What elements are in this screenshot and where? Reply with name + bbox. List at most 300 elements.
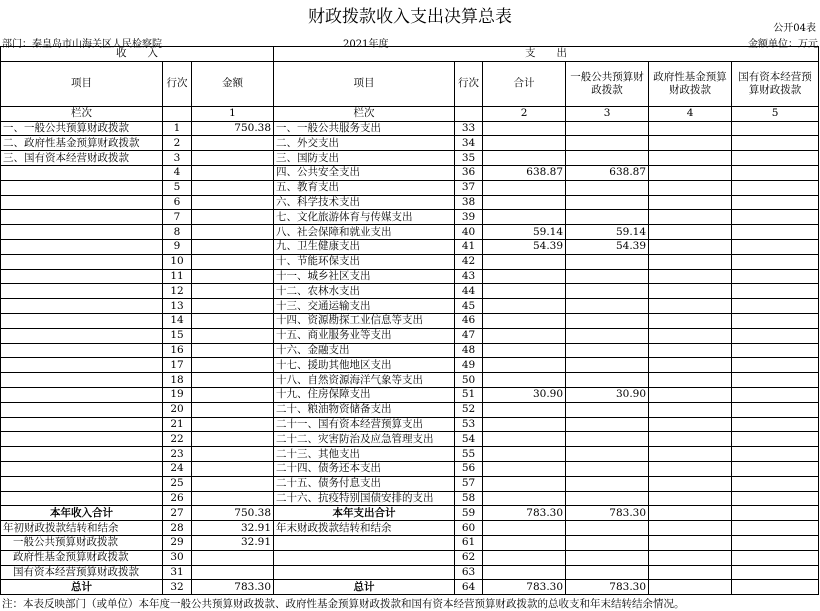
- gov-fund-amount: [649, 550, 732, 565]
- income-line-no: 7: [163, 210, 192, 225]
- income-item-header: 项目: [1, 61, 163, 106]
- income-line-no: 30: [163, 550, 192, 565]
- state-capital-amount: [732, 343, 819, 358]
- gov-fund-amount: [649, 121, 732, 136]
- expense-total: [483, 565, 566, 580]
- income-line-no: 5: [163, 180, 192, 195]
- income-item: [1, 447, 163, 462]
- income-item: [1, 328, 163, 343]
- expense-item-header: 项目: [274, 61, 455, 106]
- general-budget-amount: 30.90: [566, 387, 649, 402]
- state-capital-amount: [732, 506, 819, 521]
- table-row: [1, 432, 819, 447]
- expense-total: 783.30: [483, 580, 566, 595]
- expense-line-no: 39: [455, 210, 483, 225]
- table-row: [1, 343, 819, 358]
- expense-line-no: 35: [455, 151, 483, 166]
- income-item: [1, 476, 163, 491]
- income-line-no: 27: [163, 506, 192, 521]
- state-capital-amount: [732, 402, 819, 417]
- expense-total: [483, 491, 566, 506]
- income-line-no: 25: [163, 476, 192, 491]
- department-label: 部门：秦皇岛市山海关区人民检察院: [2, 39, 162, 50]
- income-amount: 750.38: [192, 121, 274, 136]
- income-item: [1, 402, 163, 417]
- expense-item: 三、国防支出: [274, 151, 455, 166]
- general-budget-amount: [566, 358, 649, 373]
- column-no-1: 1: [192, 106, 274, 121]
- expense-item: 十、节能环保支出: [274, 254, 455, 269]
- gov-fund-amount: [649, 165, 732, 180]
- gov-fund-amount: [649, 373, 732, 388]
- income-line-no: 17: [163, 358, 192, 373]
- gov-fund-amount: [649, 447, 732, 462]
- expense-item: 十九、住房保障支出: [274, 387, 455, 402]
- income-item: [1, 432, 163, 447]
- income-amount: 32.91: [192, 521, 274, 536]
- general-budget-amount: [566, 550, 649, 565]
- income-line-no: 23: [163, 447, 192, 462]
- general-budget-amount: [566, 402, 649, 417]
- income-line-no: 10: [163, 254, 192, 269]
- state-capital-amount: [732, 136, 819, 151]
- expense-line-no: 52: [455, 402, 483, 417]
- expense-total: [483, 210, 566, 225]
- expense-total: [483, 535, 566, 550]
- income-line-no: 31: [163, 565, 192, 580]
- column-no-2: 2: [483, 106, 566, 121]
- income-item: 二、政府性基金预算财政拨款: [1, 136, 163, 151]
- income-amount: [192, 136, 274, 151]
- income-line-header: 行次: [163, 61, 192, 106]
- state-capital-amount: [732, 284, 819, 299]
- expense-line-no: 49: [455, 358, 483, 373]
- gov-fund-header: 政府性基金预算财政拨款: [649, 61, 732, 106]
- gov-fund-amount: [649, 269, 732, 284]
- expense-line-header: 行次: [455, 61, 483, 106]
- general-budget-amount: [566, 491, 649, 506]
- income-line-no: 6: [163, 195, 192, 210]
- expense-line-no: 44: [455, 284, 483, 299]
- page-title: 财政拨款收入支出决算总表: [308, 7, 512, 27]
- expense-total: [483, 195, 566, 210]
- income-item: [1, 254, 163, 269]
- table-row: [1, 402, 819, 417]
- income-line-no: 16: [163, 343, 192, 358]
- general-budget-amount: [566, 269, 649, 284]
- state-capital-amount: [732, 432, 819, 447]
- income-amount: [192, 299, 274, 314]
- general-budget-amount: [566, 195, 649, 210]
- expense-line-no: 60: [455, 521, 483, 536]
- expense-total: [483, 402, 566, 417]
- income-item: [1, 461, 163, 476]
- expense-total: 59.14: [483, 225, 566, 240]
- income-line-no: 15: [163, 328, 192, 343]
- expense-total: [483, 121, 566, 136]
- income-amount: [192, 447, 274, 462]
- table-row: [1, 461, 819, 476]
- income-item: [1, 165, 163, 180]
- table-row: [1, 328, 819, 343]
- state-capital-amount: [732, 491, 819, 506]
- income-amount: [192, 180, 274, 195]
- general-budget-amount: [566, 180, 649, 195]
- general-budget-amount: [566, 343, 649, 358]
- income-amount: [192, 417, 274, 432]
- table-row: [1, 476, 819, 491]
- state-capital-amount: [732, 358, 819, 373]
- state-capital-amount: [732, 565, 819, 580]
- expense-total: 30.90: [483, 387, 566, 402]
- expense-total: 638.87: [483, 165, 566, 180]
- gov-fund-amount: [649, 565, 732, 580]
- general-budget-amount: [566, 565, 649, 580]
- expense-total: [483, 180, 566, 195]
- income-item: [1, 491, 163, 506]
- expense-item: [274, 565, 455, 580]
- state-capital-amount: [732, 535, 819, 550]
- state-capital-amount: [732, 521, 819, 536]
- gov-fund-amount: [649, 402, 732, 417]
- expense-line-no: 64: [455, 580, 483, 595]
- gov-fund-amount: [649, 313, 732, 328]
- income-header: 收 入: [1, 47, 274, 62]
- state-capital-amount: [732, 225, 819, 240]
- state-capital-amount: [732, 121, 819, 136]
- expense-item: 九、卫生健康支出: [274, 239, 455, 254]
- expense-line-no: 48: [455, 343, 483, 358]
- income-amount: [192, 195, 274, 210]
- state-capital-amount: [732, 387, 819, 402]
- table-row: [1, 417, 819, 432]
- expense-total: [483, 313, 566, 328]
- expense-total: [483, 284, 566, 299]
- expense-item: 本年支出合计: [274, 506, 455, 521]
- income-line-no: 29: [163, 535, 192, 550]
- income-item: [1, 373, 163, 388]
- gov-fund-amount: [649, 284, 732, 299]
- expense-item: 二十五、债务付息支出: [274, 476, 455, 491]
- expense-line-no: 45: [455, 299, 483, 314]
- state-capital-amount: [732, 195, 819, 210]
- expense-item: 六、科学技术支出: [274, 195, 455, 210]
- gov-fund-amount: [649, 461, 732, 476]
- expense-line-no: 63: [455, 565, 483, 580]
- table-row: [1, 225, 819, 240]
- general-budget-amount: [566, 476, 649, 491]
- general-budget-amount: [566, 151, 649, 166]
- expense-item: 十一、城乡社区支出: [274, 269, 455, 284]
- income-line-no: 3: [163, 151, 192, 166]
- income-amount-header: 金额: [192, 61, 274, 106]
- general-budget-amount: 638.87: [566, 165, 649, 180]
- expense-item: 七、文化旅游体育与传媒支出: [274, 210, 455, 225]
- table-row: [1, 269, 819, 284]
- expense-line-no: 59: [455, 506, 483, 521]
- expense-line-no: 58: [455, 491, 483, 506]
- expense-item: [274, 535, 455, 550]
- income-line-no: 14: [163, 313, 192, 328]
- expense-item: [274, 550, 455, 565]
- income-line-no: 11: [163, 269, 192, 284]
- general-budget-amount: [566, 121, 649, 136]
- table-row: [1, 165, 819, 180]
- income-amount: [192, 284, 274, 299]
- table-row: [1, 284, 819, 299]
- gov-fund-amount: [649, 580, 732, 595]
- column-no-3: 3: [566, 106, 649, 121]
- expense-item: 二十二、灾害防治及应急管理支出: [274, 432, 455, 447]
- expense-line-no: 56: [455, 461, 483, 476]
- expense-total: [483, 299, 566, 314]
- expense-line-no: 61: [455, 535, 483, 550]
- expense-item: 五、教育支出: [274, 180, 455, 195]
- state-capital-amount: [732, 254, 819, 269]
- income-item: 一、一般公共预算财政拨款: [1, 121, 163, 136]
- gov-fund-amount: [649, 343, 732, 358]
- table-row: [1, 550, 819, 565]
- income-item: [1, 195, 163, 210]
- gov-fund-amount: [649, 180, 732, 195]
- gov-fund-amount: [649, 432, 732, 447]
- general-budget-amount: 783.30: [566, 506, 649, 521]
- expense-line-no: 40: [455, 225, 483, 240]
- expense-total: [483, 269, 566, 284]
- gov-fund-amount: [649, 358, 732, 373]
- general-budget-amount: [566, 313, 649, 328]
- general-budget-amount: [566, 284, 649, 299]
- income-line-no: 13: [163, 299, 192, 314]
- income-item: [1, 239, 163, 254]
- income-item: [1, 417, 163, 432]
- income-amount: [192, 343, 274, 358]
- total-header: 合计: [483, 61, 566, 106]
- table-row: [1, 313, 819, 328]
- expense-line-no: 37: [455, 180, 483, 195]
- gov-fund-amount: [649, 535, 732, 550]
- expense-total: [483, 151, 566, 166]
- table-row: [1, 299, 819, 314]
- expense-line-no: 51: [455, 387, 483, 402]
- expense-item: 十二、农林水支出: [274, 284, 455, 299]
- expense-total: 783.30: [483, 506, 566, 521]
- income-item: [1, 284, 163, 299]
- expense-item: 十三、交通运输支出: [274, 299, 455, 314]
- income-line-no: 26: [163, 491, 192, 506]
- income-amount: [192, 565, 274, 580]
- income-item: [1, 313, 163, 328]
- expense-item: 一、一般公共服务支出: [274, 121, 455, 136]
- income-line-no: 24: [163, 461, 192, 476]
- expense-line-no: 33: [455, 121, 483, 136]
- general-budget-header: 一般公共预算财政拨款: [566, 61, 649, 106]
- expense-item: 二、外交支出: [274, 136, 455, 151]
- expense-total: [483, 136, 566, 151]
- gov-fund-amount: [649, 506, 732, 521]
- income-line-no: 18: [163, 373, 192, 388]
- summary-table: [0, 46, 819, 595]
- table-row: [1, 239, 819, 254]
- income-amount: [192, 461, 274, 476]
- expense-total: [483, 254, 566, 269]
- general-budget-amount: [566, 535, 649, 550]
- expense-item: 总计: [274, 580, 455, 595]
- expense-line-no: 55: [455, 447, 483, 462]
- expense-total: [483, 432, 566, 447]
- gov-fund-amount: [649, 254, 732, 269]
- table-row: [1, 180, 819, 195]
- expense-total: [483, 343, 566, 358]
- state-capital-amount: [732, 239, 819, 254]
- table-row: [1, 195, 819, 210]
- income-line-no: 20: [163, 402, 192, 417]
- expense-line-no: 34: [455, 136, 483, 151]
- general-budget-amount: [566, 328, 649, 343]
- expense-item: 二十、粮油物资储备支出: [274, 402, 455, 417]
- general-budget-amount: [566, 432, 649, 447]
- income-amount: [192, 239, 274, 254]
- gov-fund-amount: [649, 299, 732, 314]
- expense-line-no: 42: [455, 254, 483, 269]
- income-item: [1, 299, 163, 314]
- year-label: 2021年度: [343, 39, 389, 50]
- expense-item: 二十四、债务还本支出: [274, 461, 455, 476]
- general-budget-amount: [566, 210, 649, 225]
- income-amount: 32.91: [192, 535, 274, 550]
- state-capital-amount: [732, 269, 819, 284]
- expense-item: 十七、援助其他地区支出: [274, 358, 455, 373]
- income-amount: 783.30: [192, 580, 274, 595]
- income-item: [1, 387, 163, 402]
- general-budget-amount: [566, 254, 649, 269]
- table-row: [1, 535, 819, 550]
- gov-fund-amount: [649, 387, 732, 402]
- general-budget-amount: [566, 136, 649, 151]
- gov-fund-amount: [649, 210, 732, 225]
- expense-line-no: 57: [455, 476, 483, 491]
- gov-fund-amount: [649, 195, 732, 210]
- income-amount: [192, 269, 274, 284]
- income-item: 总计: [1, 580, 163, 595]
- state-capital-amount: [732, 580, 819, 595]
- gov-fund-amount: [649, 476, 732, 491]
- income-line-no: 28: [163, 521, 192, 536]
- general-budget-amount: 54.39: [566, 239, 649, 254]
- income-line-no: 32: [163, 580, 192, 595]
- table-row: [1, 491, 819, 506]
- table-row: [1, 521, 819, 536]
- income-item: [1, 180, 163, 195]
- state-capital-amount: [732, 151, 819, 166]
- general-budget-amount: 59.14: [566, 225, 649, 240]
- gov-fund-amount: [649, 491, 732, 506]
- state-capital-amount: [732, 476, 819, 491]
- general-budget-amount: [566, 373, 649, 388]
- income-line-no: 12: [163, 284, 192, 299]
- column-row-label: 栏次: [274, 106, 455, 121]
- expense-item: 二十一、国有资本经营预算支出: [274, 417, 455, 432]
- gov-fund-amount: [649, 239, 732, 254]
- expense-item: 十六、金融支出: [274, 343, 455, 358]
- state-capital-amount: [732, 328, 819, 343]
- column-row-label: 栏次: [1, 106, 163, 121]
- expense-header: 支 出: [274, 47, 819, 62]
- expense-line-no: 50: [455, 373, 483, 388]
- table-row: [1, 580, 819, 595]
- income-item: [1, 269, 163, 284]
- table-row: [1, 151, 819, 166]
- income-amount: [192, 151, 274, 166]
- table-code: 公开04表: [773, 23, 816, 34]
- income-line-no: 22: [163, 432, 192, 447]
- expense-item: 二十三、其他支出: [274, 447, 455, 462]
- gov-fund-amount: [649, 151, 732, 166]
- table-row: [1, 121, 819, 136]
- income-line-no: 2: [163, 136, 192, 151]
- income-amount: [192, 313, 274, 328]
- state-capital-amount: [732, 447, 819, 462]
- income-amount: 750.38: [192, 506, 274, 521]
- state-capital-header: 国有资本经营预算财政拨款: [732, 61, 819, 106]
- state-capital-amount: [732, 373, 819, 388]
- general-budget-amount: [566, 447, 649, 462]
- income-item: 年初财政拨款结转和结余: [1, 521, 163, 536]
- state-capital-amount: [732, 461, 819, 476]
- income-amount: [192, 550, 274, 565]
- general-budget-amount: [566, 521, 649, 536]
- income-line-no: 19: [163, 387, 192, 402]
- column-no-4: 4: [649, 106, 732, 121]
- expense-total: [483, 358, 566, 373]
- expense-line-no: 62: [455, 550, 483, 565]
- expense-item: 年末财政拨款结转和结余: [274, 521, 455, 536]
- income-item: 一般公共预算财政拨款: [1, 535, 163, 550]
- state-capital-amount: [732, 550, 819, 565]
- expense-line-no: 38: [455, 195, 483, 210]
- table-row: [1, 373, 819, 388]
- state-capital-amount: [732, 210, 819, 225]
- income-line-no: 21: [163, 417, 192, 432]
- income-item: 三、国有资本经营财政拨款: [1, 151, 163, 166]
- gov-fund-amount: [649, 328, 732, 343]
- income-amount: [192, 387, 274, 402]
- expense-item: 十四、资源勘探工业信息等支出: [274, 313, 455, 328]
- expense-item: 十八、自然资源海洋气象等支出: [274, 373, 455, 388]
- income-amount: [192, 432, 274, 447]
- state-capital-amount: [732, 299, 819, 314]
- general-budget-amount: 783.30: [566, 580, 649, 595]
- income-item: 国有资本经营预算财政拨款: [1, 565, 163, 580]
- expense-total: [483, 417, 566, 432]
- expense-total: [483, 447, 566, 462]
- income-line-no: 4: [163, 165, 192, 180]
- income-item: [1, 210, 163, 225]
- table-row: [1, 447, 819, 462]
- income-line-no: 1: [163, 121, 192, 136]
- unit-label: 金额单位：万元: [748, 39, 818, 50]
- gov-fund-amount: [649, 225, 732, 240]
- income-amount: [192, 402, 274, 417]
- expense-total: [483, 328, 566, 343]
- expense-line-no: 36: [455, 165, 483, 180]
- expense-total: [483, 550, 566, 565]
- income-amount: [192, 358, 274, 373]
- footnote: 注：本表反映部门（或单位）本年度一般公共预算财政拨款、政府性基金预算财政拨款和国有资本经营预算财政拨款的总收支和年末结转结余情况。: [2, 598, 685, 610]
- expense-line-no: 46: [455, 313, 483, 328]
- expense-total: 54.39: [483, 239, 566, 254]
- income-item: [1, 343, 163, 358]
